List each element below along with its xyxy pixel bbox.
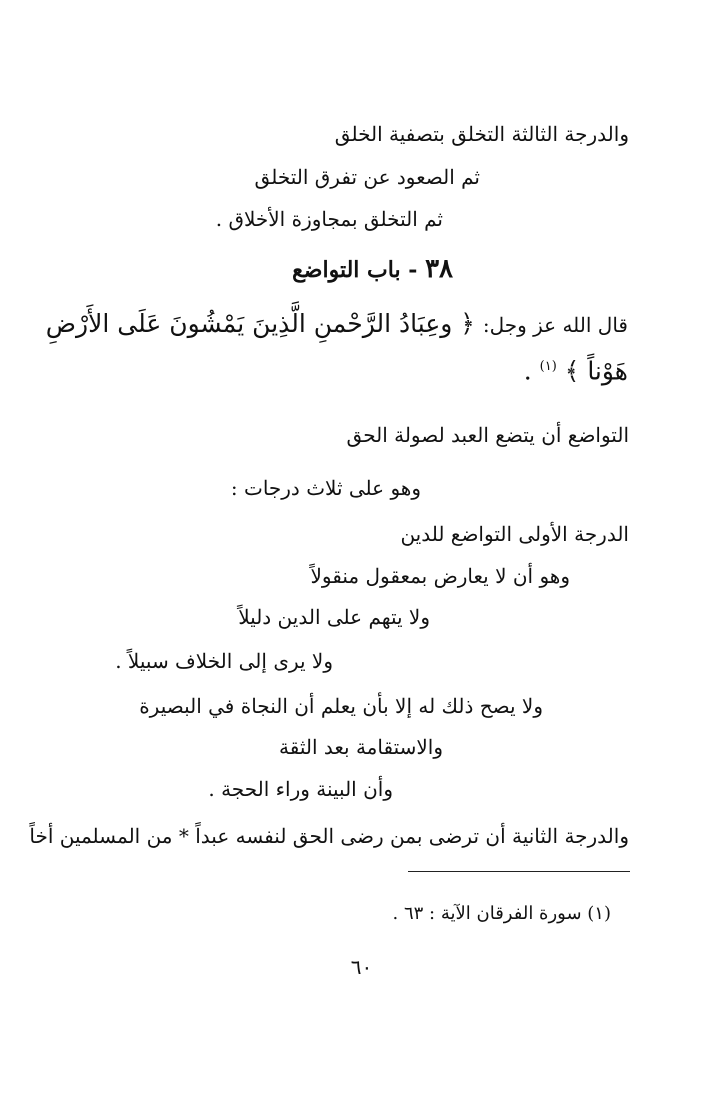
footnote-text: (١) سورة الفرقان الآية : ٦٣ .: [392, 903, 611, 924]
text-line-no-accusation: ولا يتهم على الدين دليلاً: [238, 605, 430, 629]
text-line-ascent: ثم الصعود عن تفرق التخلق: [254, 165, 480, 189]
quran-quote-line-1: [46, 307, 628, 342]
chapter-number: ٣٨: [425, 254, 453, 284]
text-line-definition: التواضع أن يتضع العبد لصولة الحق: [346, 423, 629, 447]
quran-verse-part-1: ﴿ وعِبَادُ الرَّحْمنِ الَّذِينَ يَمْشُونَ عَلَى الأَرْضِ: [45, 309, 475, 338]
quote-intro: قال الله عز وجل:: [482, 313, 628, 337]
chapter-title: - باب التواضع: [292, 257, 418, 283]
page-number: ٦٠: [350, 955, 373, 979]
quran-quote-line-2: [524, 350, 628, 388]
text-line-second-degree: والدرجة الثانية أن ترضى بمن رضى الحق لنفسه عبداً * من المسلمين أخاً: [29, 824, 629, 848]
text-line-evidence: وأن البينة وراء الحجة .: [208, 777, 393, 801]
footnote-separator: [408, 871, 630, 872]
text-line-surpassing: ثم التخلق بمجاوزة الأخلاق .: [215, 207, 443, 231]
text-line-first-degree: الدرجة الأولى التواضع للدين: [400, 522, 629, 546]
quote-end-mark: .: [523, 356, 532, 386]
quran-verse-part-2: هَوْناً ﴾: [564, 356, 628, 386]
text-line-no-contradiction: وهو أن لا يعارض بمعقول منقولاً: [310, 564, 570, 588]
footnote-reference-mark: (١): [539, 359, 557, 374]
text-line-third-degree: والدرجة الثالثة التخلق بتصفية الخلق: [334, 122, 629, 146]
text-line-insight: ولا يصح ذلك له إلا بأن يعلم أن النجاة في البصيرة: [139, 694, 543, 718]
text-line-steadfastness: والاستقامة بعد الثقة: [278, 735, 443, 759]
text-line-no-dispute: ولا يرى إلى الخلاف سبيلاً .: [115, 649, 333, 673]
chapter-heading: [292, 255, 453, 284]
text-line-three-degrees: وهو على ثلاث درجات :: [230, 476, 421, 500]
